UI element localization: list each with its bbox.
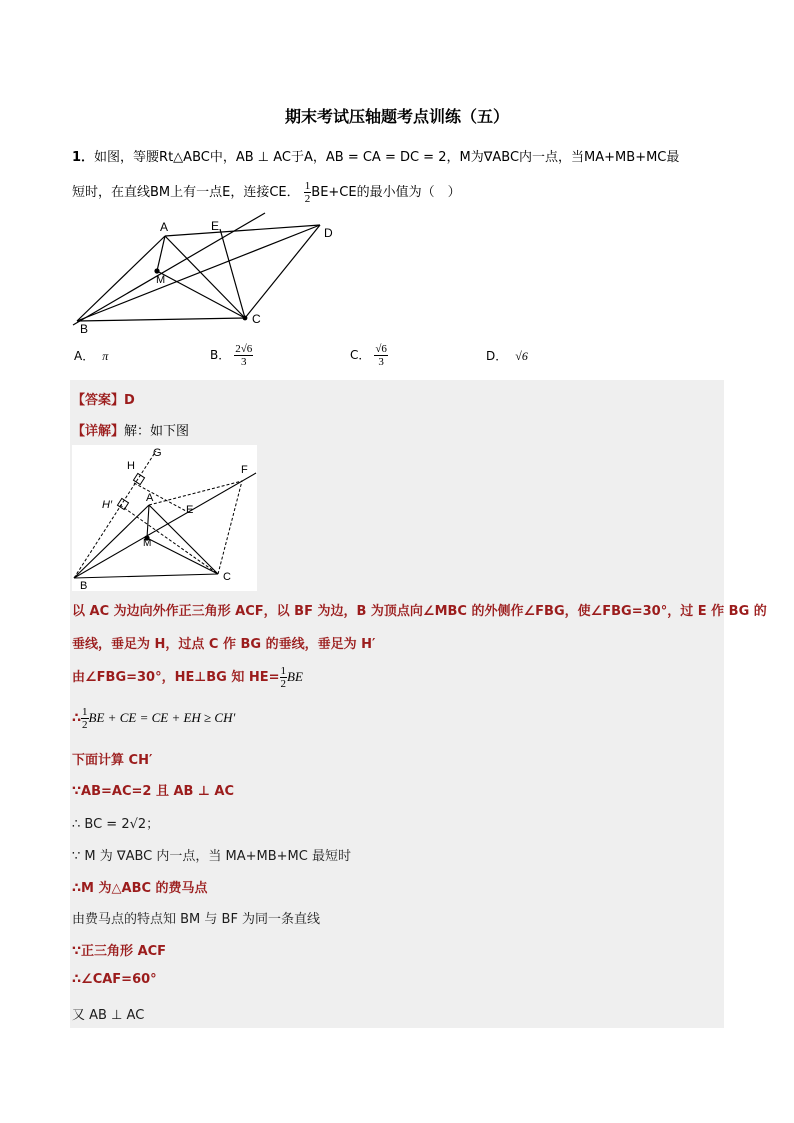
option-b[interactable]: B． $\frac{2√6}{3}$: [210, 343, 253, 368]
fig2-label-G: G: [153, 447, 162, 459]
answer-label: 【答案】: [72, 393, 125, 408]
fig2-label-Hprime: H′: [102, 499, 113, 511]
detail-line: [72, 420, 189, 439]
question-text-2-tail: BE+CE的最小值为（ ）: [311, 185, 461, 200]
fig2-label-E: E: [186, 504, 194, 516]
figure-2-diagram: [72, 445, 257, 591]
question-text-2: 短时，在直线BM上有一点E，连接CE．: [72, 185, 300, 200]
question-number: 1．: [72, 150, 95, 165]
question-line-1: [72, 146, 679, 165]
fig2-label-C: C: [223, 571, 231, 583]
detail-text: 解：如下图: [124, 424, 190, 439]
fig1-label-B: B: [80, 322, 89, 336]
fig1-label-E: E: [211, 219, 220, 233]
option-d[interactable]: D． √6: [486, 349, 528, 363]
question-line-2: [72, 180, 461, 205]
solution-line-6: ∵AB=AC=2 且 AB ⊥ AC: [72, 784, 235, 799]
detail-label: 【详解】: [72, 424, 125, 439]
solution-line-8: ∵ M 为 ∇ABC 内一点，当 MA+MB+MC 最短时: [72, 849, 351, 864]
solution-line-2: 垂线，垂足为 H，过点 C 作 BG 的垂线，垂足为 H′: [72, 637, 376, 652]
solution-line-5: 下面计算 CH′: [72, 753, 153, 768]
page-title: 期末考试压轴题考点训练（五）: [284, 107, 509, 126]
solution-line-9: ∴M 为△ABC 的费马点: [72, 881, 208, 896]
solution-line-7: ∴ BC = 2√2；: [72, 817, 160, 832]
answer-line: [72, 389, 135, 408]
fig2-label-H: H: [127, 460, 135, 472]
solution-line-11: ∵正三角形 ACF: [72, 944, 167, 959]
solution-line-13: 又 AB ⊥ AC: [72, 1008, 145, 1023]
fig2-label-M: M: [143, 538, 152, 549]
fig2-label-A: A: [146, 492, 154, 504]
half-fraction: $\frac{1}{2}$: [304, 180, 311, 205]
solution-line-3: 由∠FBG=30°，HE⊥BG 知 HE= $\frac{1}{2}$ BE: [72, 665, 303, 690]
fig2-label-F: F: [241, 464, 248, 476]
solution-line-12: ∴∠CAF=60°: [72, 972, 157, 987]
solution-line-1: 以 AC 为边向外作正三角形 ACF，以 BF 为边，B 为顶点向∠MBC 的外侧作∠FBG，使∠FBG=30°，过 E 作 BG 的: [72, 604, 767, 619]
fig2-label-B: B: [80, 580, 88, 591]
figure-1-diagram: [70, 205, 350, 340]
option-c[interactable]: C． $\frac{√6}{3}$: [350, 343, 387, 368]
fig1-label-D: D: [324, 226, 333, 240]
fig1-label-M: M: [156, 274, 166, 286]
option-a[interactable]: A． π: [74, 349, 109, 363]
question-text-1: 如图，等腰Rt△ABC中，AB ⊥ AC于A，AB = CA = DC = 2，M为∇ABC内一点，当MA+MB+MC最: [94, 150, 680, 165]
fig1-label-C: C: [252, 312, 261, 326]
answer-value: D: [124, 393, 135, 408]
solution-line-10: 由费马点的特点知 BM 与 BF 为同一条直线: [72, 912, 321, 927]
solution-line-4: ∴ $\frac{1}{2}$ BE + CE = CE + EH ≥ CH′: [72, 706, 236, 731]
fig1-label-A: A: [160, 220, 169, 234]
